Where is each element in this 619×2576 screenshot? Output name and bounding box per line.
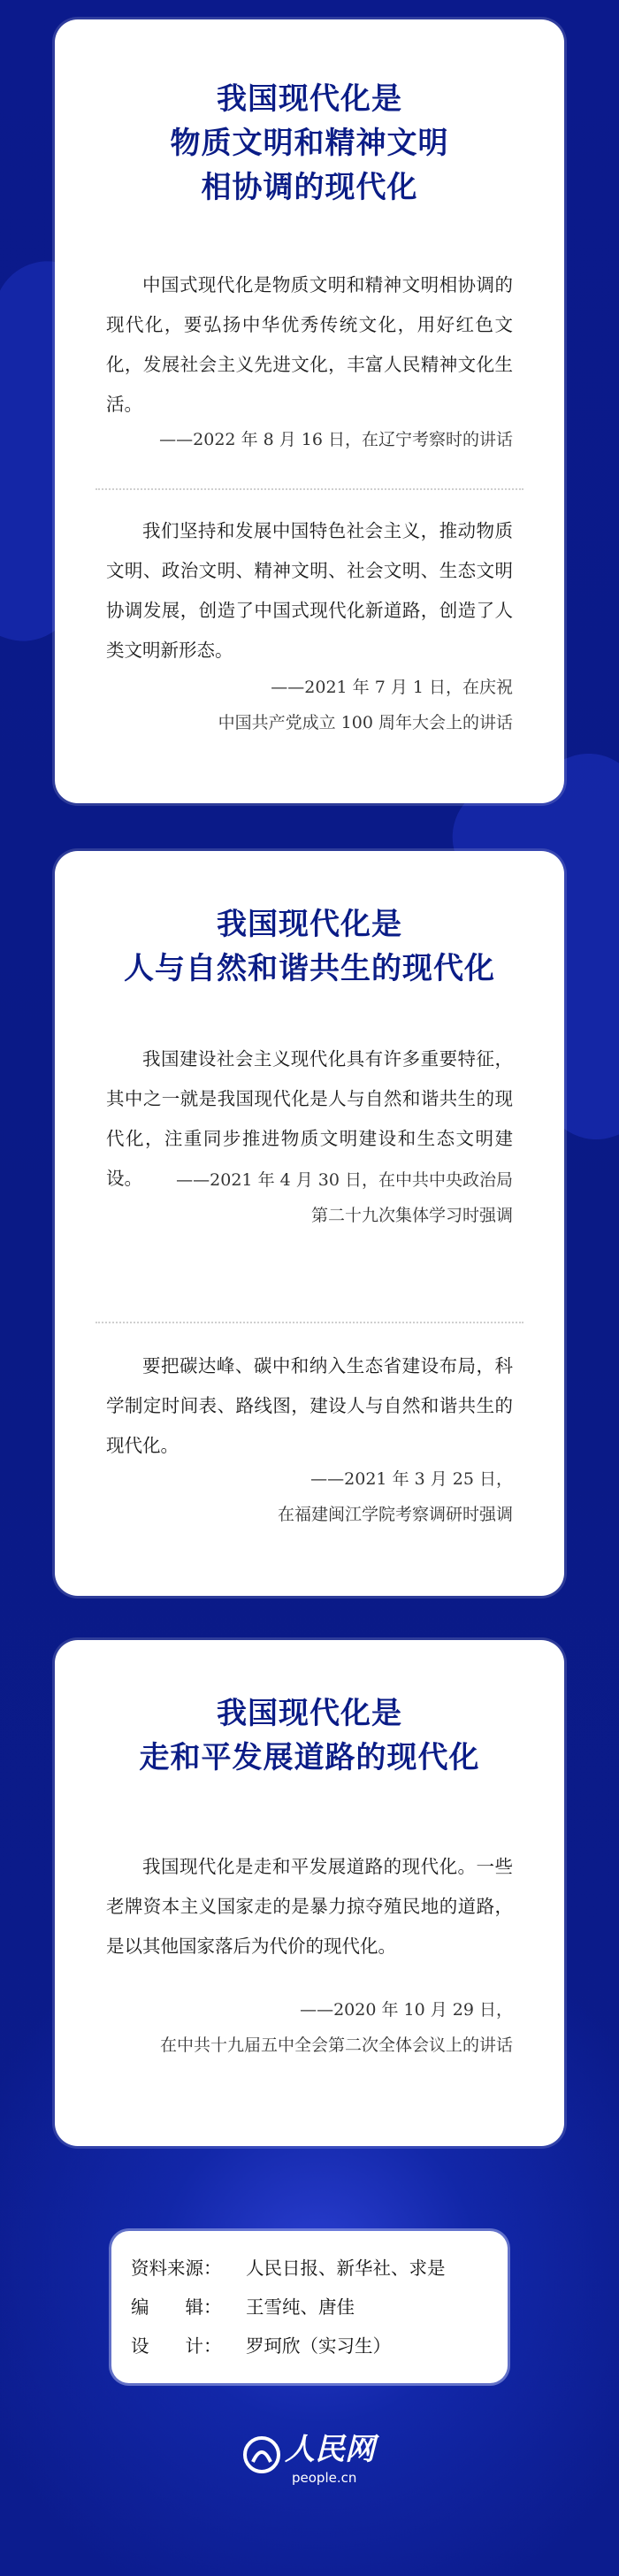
credit-label: 资料来源： <box>131 2258 222 2279</box>
credit-row <box>131 2327 488 2365</box>
divider <box>96 488 523 490</box>
credit-label: 编 辑： <box>131 2296 222 2318</box>
title-line: 人与自然和谐共生的现代化 <box>124 951 495 986</box>
title-line: 物质文明和精神文明 <box>170 126 449 161</box>
quote-citation: ——2022 年 8 月 16 日，在辽宁考察时的讲话 <box>159 430 513 449</box>
quote-citation: ——2021 年 4 月 30 日，在中共中央政治局 <box>176 1170 513 1190</box>
title-line: 走和平发展道路的现代化 <box>139 1740 480 1775</box>
people-logo <box>241 2428 382 2490</box>
credit-value: 人民日报、新华社、求是 <box>246 2258 446 2279</box>
logo-text-cn: 人民网 <box>285 2432 375 2467</box>
quote-citation: ——2020 年 10 月 29 日， <box>300 2000 513 2020</box>
quote-text: 中国式现代化是物质文明和精神文明相协调的现代化，要弘扬中华优秀传统文化，用好红色文化，发展社会主义先进文化，丰富人民精神文化生活。 <box>106 274 513 415</box>
quote-text: 要把碳达峰、碳中和纳入生态省建设布局，科学制定时间表、路线图，建设人与自然和谐共生的现代化。 <box>106 1355 513 1456</box>
quote-citation: 在中共十九届五中全会第二次全体会议上的讲话 <box>159 2036 513 2055</box>
quote-citation: ——2021 年 3 月 25 日， <box>310 1469 513 1489</box>
divider <box>96 1322 523 1323</box>
credits-box <box>111 2231 508 2383</box>
credit-row <box>131 2288 488 2327</box>
credit-value: 王雪纯、唐佳 <box>246 2296 355 2318</box>
credit-row <box>131 2249 488 2288</box>
title-line: 我国现代化是 <box>217 907 402 942</box>
quote-citation: ——2021 年 7 月 1 日，在庆祝 <box>271 678 513 697</box>
quote-citation: 第二十九次集体学习时强调 <box>310 1206 513 1225</box>
section-card-2 <box>55 851 564 1596</box>
section-card-3 <box>55 1640 564 2146</box>
quote-text: 我们坚持和发展中国特色社会主义，推动物质文明、政治文明、精神文明、社会文明、生态文明协调发展，创造了中国式现代化新道路，创造了人类文明新形态。 <box>106 520 513 661</box>
quote-text: 我国建设社会主义现代化具有许多重要特征，其中之一就是我国现代化是人与自然和谐共生的现代化，注重同步推进物质文明建设和生态文明建设。 <box>106 1048 513 1189</box>
section-card-1 <box>55 19 564 803</box>
title-line: 相协调的现代化 <box>201 170 418 205</box>
credit-value: 罗珂欣（实习生） <box>246 2335 391 2357</box>
logo-text-en: people.cn <box>292 2470 357 2486</box>
logo-mark-icon <box>242 2435 281 2474</box>
quote-citation: 中国共产党成立 100 周年大会上的讲话 <box>218 713 513 732</box>
quote-text: 我国现代化是走和平发展道路的现代化。一些老牌资本主义国家走的是暴力掠夺殖民地的道路，是以其他国家落后为代价的现代化。 <box>106 1856 513 1957</box>
title-line: 我国现代化是 <box>217 1696 402 1731</box>
quote-citation: 在福建闽江学院考察调研时强调 <box>277 1505 513 1524</box>
card-3-title <box>55 1691 564 1780</box>
credit-label: 设 计： <box>131 2335 222 2357</box>
title-line: 我国现代化是 <box>217 81 402 117</box>
card-1-title <box>55 77 564 210</box>
card-2-title <box>55 902 564 991</box>
